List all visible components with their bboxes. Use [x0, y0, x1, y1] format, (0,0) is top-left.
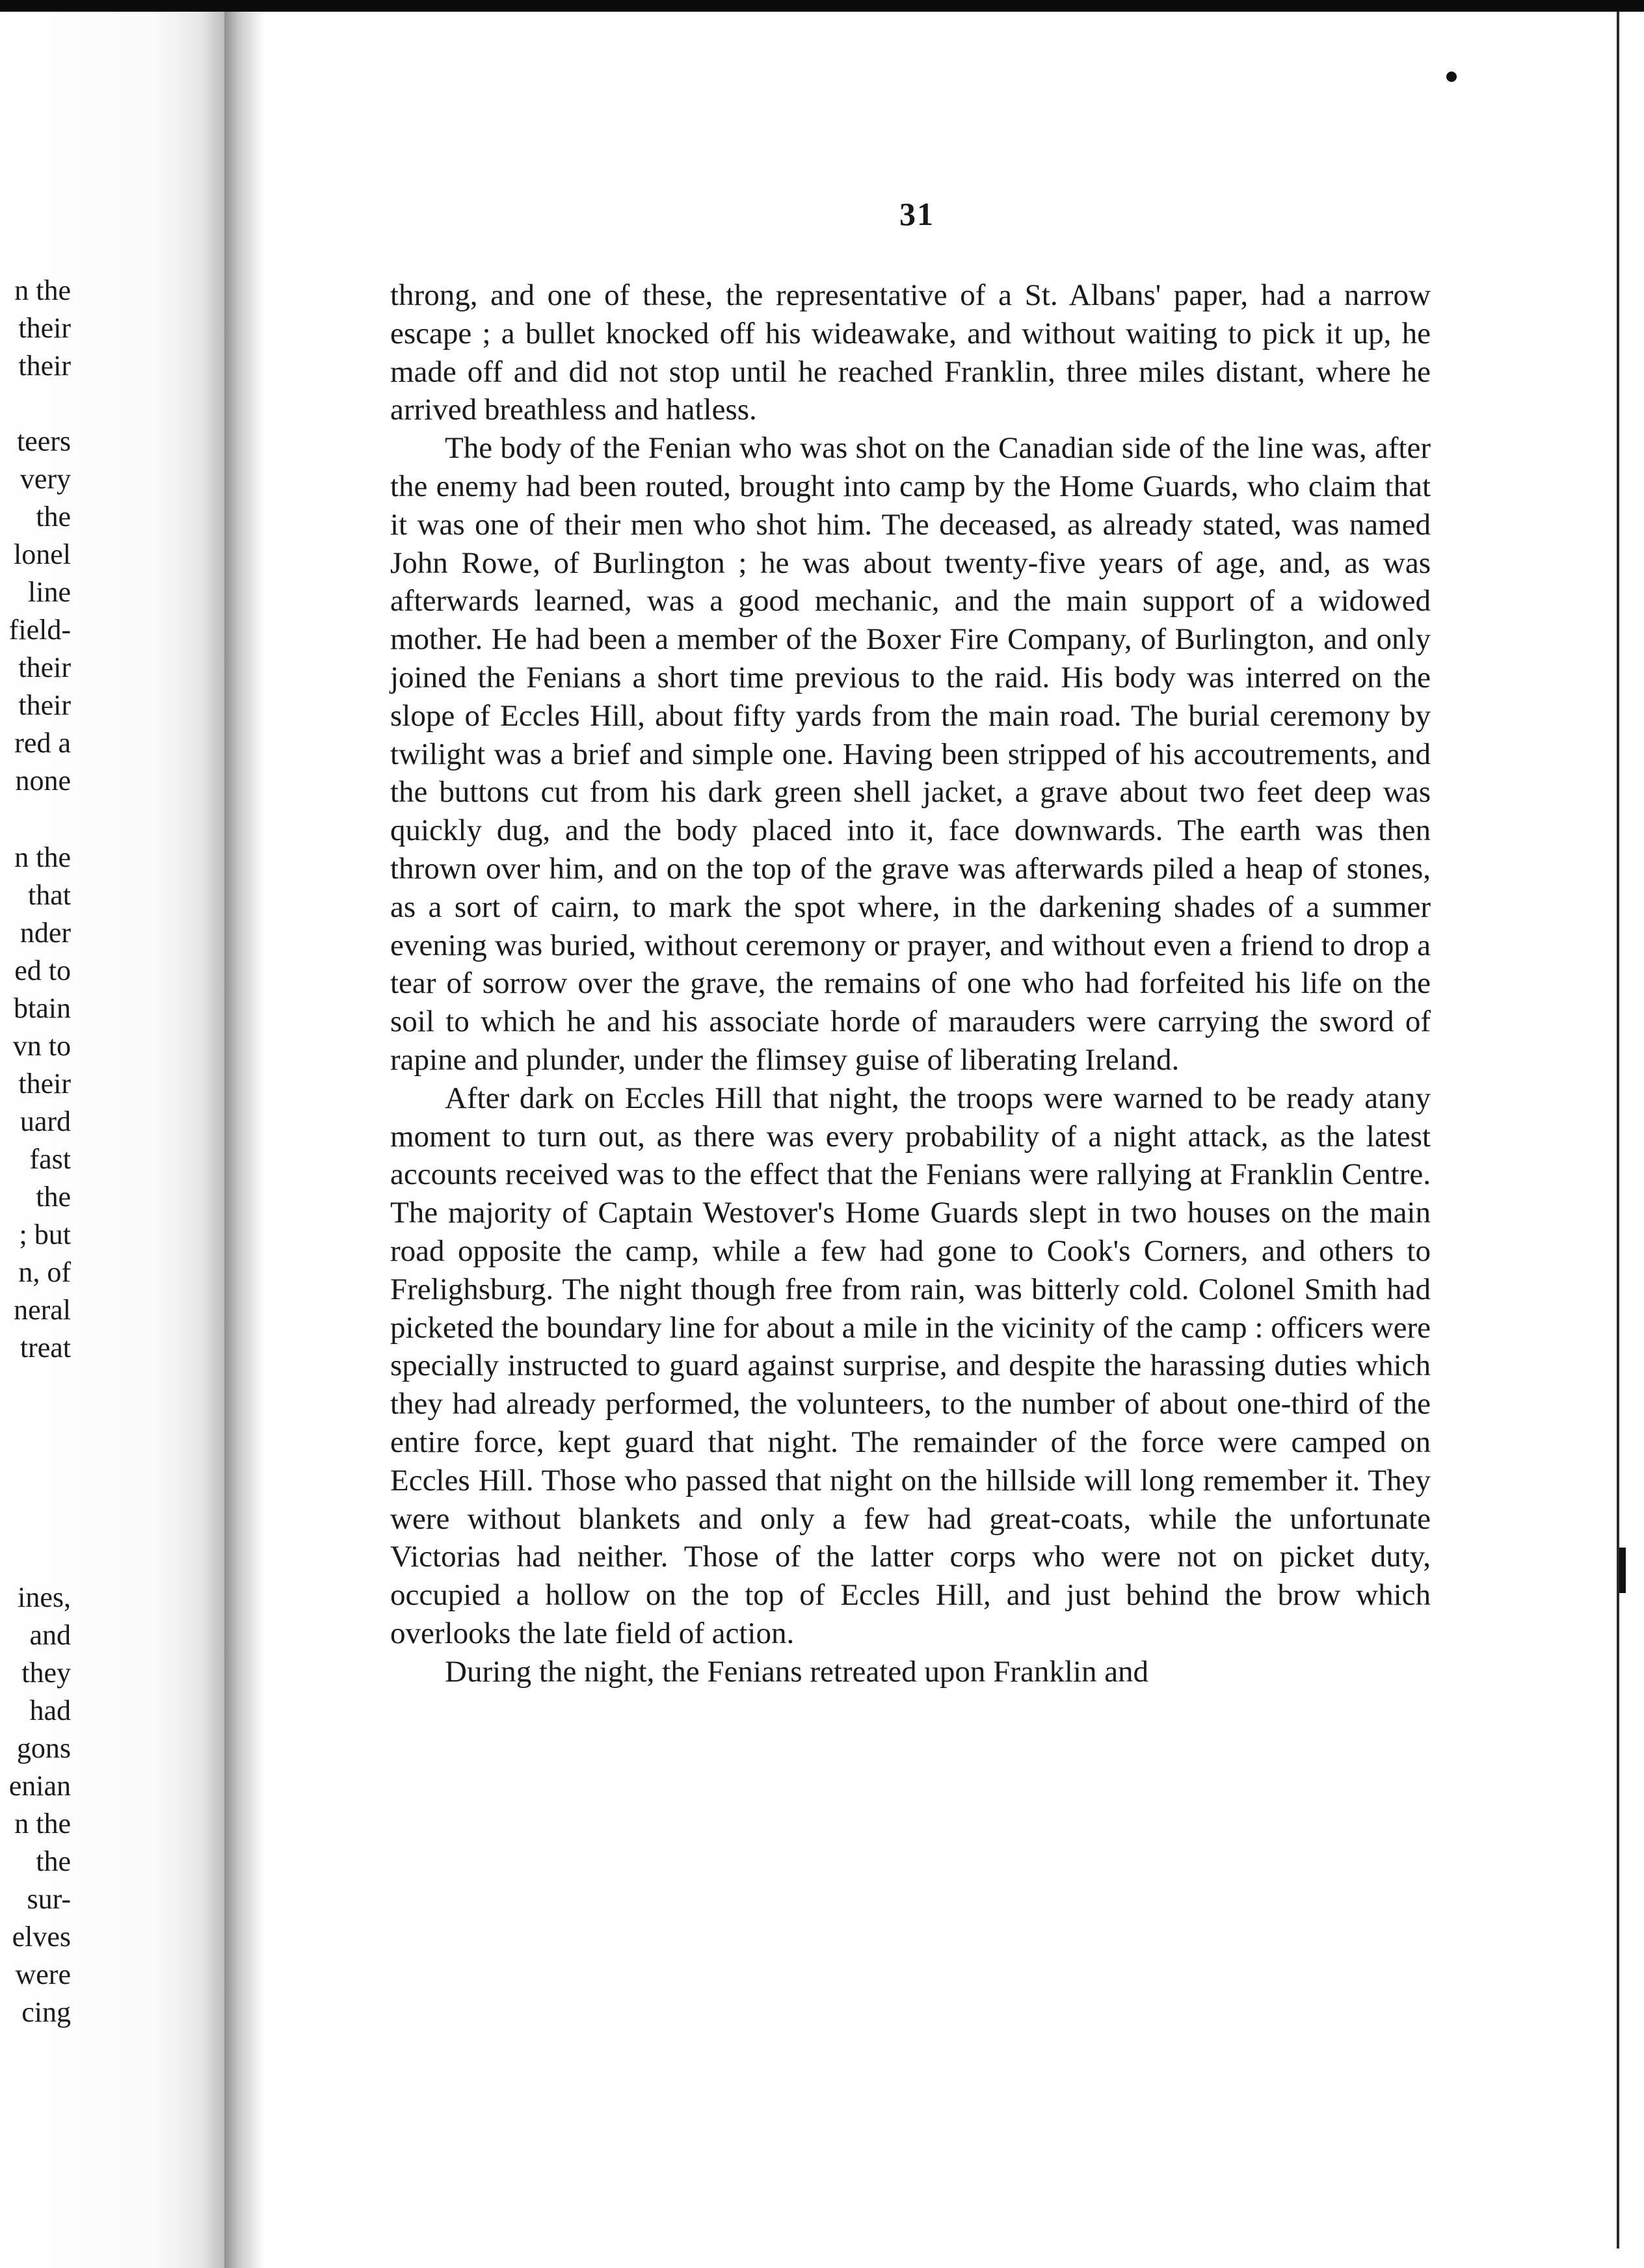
- facing-page-fragments-4: [9, 1579, 71, 2031]
- facing-page-fragment: very: [20, 463, 71, 495]
- scan-top-border: [0, 0, 1644, 12]
- facing-page-fragment: and: [29, 1619, 71, 1651]
- facing-page-fragment: their: [18, 312, 71, 344]
- facing-page-fragment: uard: [20, 1105, 71, 1137]
- facing-page-fragment: neral: [14, 1294, 71, 1326]
- facing-page-fragment: ed to: [14, 955, 71, 986]
- page-number: 31: [899, 196, 935, 232]
- facing-page-fragment: cing: [21, 1996, 71, 2028]
- facing-page-fragment: vn to: [12, 1030, 71, 1062]
- facing-page-fragment: ; but: [19, 1219, 71, 1250]
- facing-page-fragment: none: [15, 765, 71, 797]
- facing-page-edge: [0, 12, 224, 2268]
- facing-page-fragment: n, of: [18, 1256, 71, 1288]
- facing-page-fragment: fast: [29, 1143, 71, 1175]
- facing-page-fragment: gons: [16, 1732, 71, 1764]
- facing-page-fragment: treat: [20, 1332, 71, 1364]
- facing-page-fragment: red a: [14, 727, 71, 759]
- body-text: [390, 276, 1431, 1691]
- facing-page-fragment: ines,: [18, 1581, 71, 1613]
- facing-page-fragment: their: [18, 350, 71, 382]
- facing-page-fragment: nder: [20, 917, 71, 949]
- facing-page-fragment: line: [28, 576, 71, 608]
- facing-page-fragment: elves: [12, 1921, 71, 1953]
- paragraph: The body of the Fenian who was shot on the Canadian side of the line was, after the enemy had been routed, brought into camp by the Home Guards, who claim that it was one of their men who shot him. The deceased, as already stated, was named John Rowe, of Burlington ; he was about twenty-five years of age, and, as was afterwards learned, was a good mechanic, and the main support of a widowed mother. He had been a member of the Boxer Fire Company, of Burlington, and only joined the Fenians a short time previous to the raid. His body was interred on the slope of Eccles Hill, about fifty yards from the main road. The burial ceremony by twilight was a brief and simple one. Having been stripped of his accoutrements, and the buttons cut from his dark green shell jacket, a grave about two feet deep was quickly dug, and the body placed into it, face downwards. The earth was then thrown over him, and on the top of the grave was afterwards piled a heap of stones, as a sort of cairn, to mark the spot where, in the darkening shades of a summer evening was buried, without ceremony or prayer, and without even a friend to drop a tear of sorrow over the grave, the remains of one who had forfeited his life on the soil to which he and his associate horde of marauders were carrying the sword of rapine and plunder, under the flimsey guise of liberating Ireland.: [390, 431, 1431, 1077]
- book-gutter-shadow: [224, 12, 265, 2268]
- facing-page-fragment: were: [15, 1958, 71, 1990]
- facing-page-fragment: their: [18, 1068, 71, 1100]
- facing-page-fragment: n the: [14, 1808, 71, 1839]
- scan-edge-mark: [1619, 1548, 1626, 1593]
- ink-speck: [1446, 72, 1457, 82]
- facing-page-fragment: btain: [14, 992, 71, 1024]
- paragraph: throng, and one of these, the representative of a St. Albans' paper, had a narrow escape ; a bullet knocked off his wideawake, and without waiting to pick it up, he made off and did not stop until he reached Franklin, three miles distant, where he arrived breathless and hatless.: [390, 278, 1431, 427]
- facing-page-fragment: n the: [14, 841, 71, 873]
- facing-page-fragment: field-: [8, 614, 71, 646]
- facing-page-fragment: enian: [8, 1770, 71, 1802]
- facing-page-fragment: teers: [16, 425, 71, 457]
- facing-page-fragment: sur-: [27, 1883, 71, 1915]
- facing-page-fragment: that: [28, 879, 71, 911]
- facing-page-fragment: n the: [14, 274, 71, 306]
- facing-page-fragment: their: [18, 689, 71, 721]
- paragraph: During the night, the Fenians retreated upon Franklin and: [445, 1654, 1149, 1689]
- page-right-edge: [1617, 12, 1619, 2248]
- facing-page-fragments-1: [14, 272, 71, 385]
- facing-page-fragment: the: [36, 1845, 71, 1877]
- paragraph: After dark on Eccles Hill that night, the troops were warned to be ready atany moment to turn out, as there was every probability of a night attack, as the latest accounts received was to the effect that the Fenians were rallying at Franklin Centre. The majority of Captain Westover's Home Guards slept in two houses on the main road opposite the camp, while a few had gone to Cook's Corners, and others to Frelighsburg. The night though free from rain, was bitterly cold. Colonel Smith had picketed the boundary line for about a mile in the vicinity of the camp : officers were specially instructed to guard against surprise, and despite the harassing duties which they had already performed, the volunteers, to the number of about one-third of the entire force, kept guard that night. The remainder of the force were camped on Eccles Hill. Those who passed that night on the hillside will long remember it. They were without blankets and only a few had great-coats, while the unfortunate Victorias had neither. Those of the latter corps who were not on picket duty, occupied a hollow on the top of Eccles Hill, and just behind the brow which overlooks the late field of action.: [390, 1081, 1431, 1650]
- facing-page-fragment: the: [36, 501, 71, 533]
- facing-page-fragment: the: [36, 1181, 71, 1213]
- facing-page-fragment: lonel: [14, 538, 71, 570]
- facing-page-fragment: had: [29, 1694, 71, 1726]
- facing-page-fragment: they: [21, 1657, 71, 1689]
- facing-page-fragment: their: [18, 652, 71, 683]
- facing-page-fragments-2: [9, 423, 71, 800]
- facing-page-fragments-3: [13, 839, 71, 1367]
